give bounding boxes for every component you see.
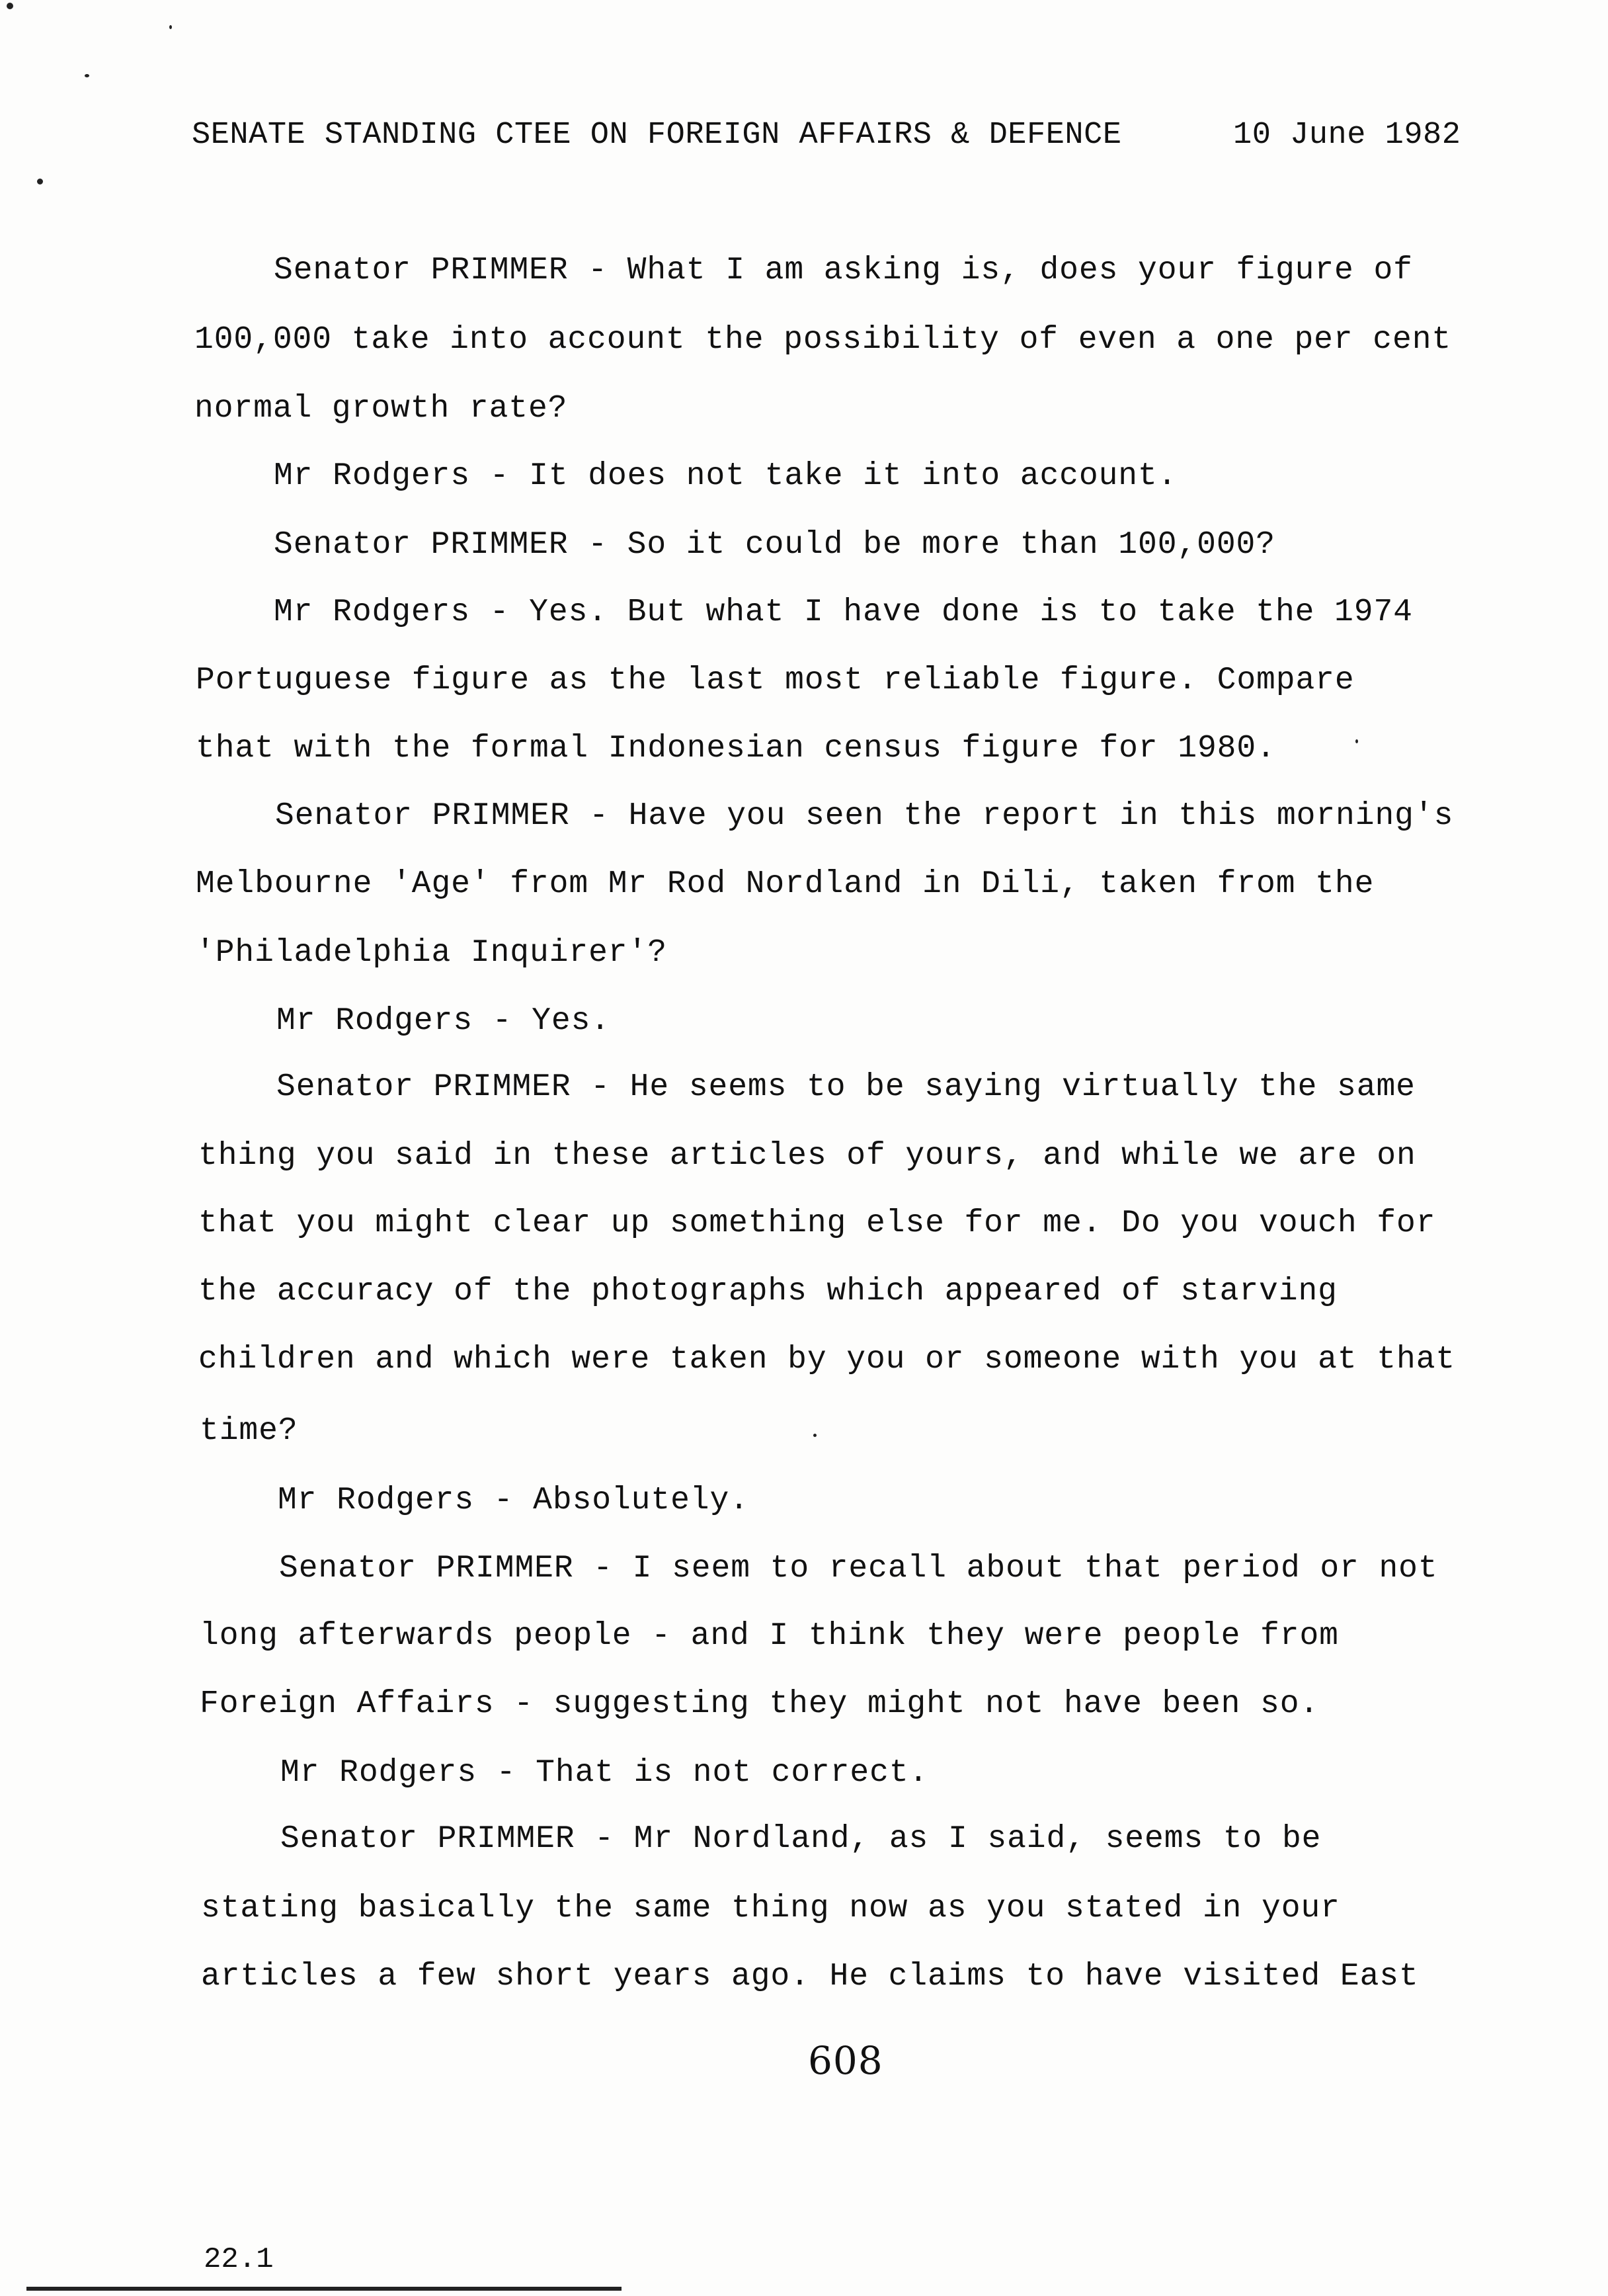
header-date: 10 June 1982 — [1233, 118, 1461, 153]
text-line: normal growth rate? — [194, 391, 568, 427]
text-line: stating basically the same thing now as you stated in your — [201, 1891, 1340, 1926]
text-line: time? — [200, 1413, 298, 1449]
text-line: Mr Rodgers - That is not correct. — [280, 1755, 929, 1791]
text-line: 'Philadelphia Inquirer'? — [196, 935, 667, 971]
scan-speck — [7, 3, 13, 9]
scan-speck — [37, 179, 43, 184]
text-line: Senator PRIMMER - Have you seen the report in this morning's — [275, 798, 1454, 834]
text-line: children and which were taken by you or someone with you at that — [198, 1342, 1456, 1377]
text-line: Mr Rodgers - Yes. — [276, 1003, 610, 1039]
text-line: Melbourne 'Age' from Mr Rod Nordland in Dili, taken from the — [196, 866, 1375, 902]
text-line: the accuracy of the photographs which appeared of starving — [198, 1274, 1338, 1309]
page-header — [192, 118, 1488, 153]
text-line: 100,000 take into account the possibility of even a one per cent — [194, 322, 1452, 358]
text-line: Foreign Affairs - suggesting they might not have been so. — [200, 1686, 1320, 1722]
text-line: Senator PRIMMER - So it could be more than 100,000? — [274, 527, 1275, 563]
text-line: Senator PRIMMER - What I am asking is, does your figure of — [274, 253, 1413, 288]
text-line: Mr Rodgers - It does not take it into account. — [274, 458, 1178, 494]
scan-speck — [813, 1434, 817, 1437]
header-title: SENATE STANDING CTEE ON FOREIGN AFFAIRS & DEFENCE — [192, 118, 1122, 153]
text-line: long afterwards people - and I think they were people from — [200, 1618, 1339, 1654]
page-number: 608 — [808, 2038, 883, 2083]
text-line: thing you said in these articles of yours, and while we are on — [198, 1138, 1416, 1174]
scan-speck — [85, 74, 89, 77]
text-line: Senator PRIMMER - I seem to recall about that period or not — [279, 1551, 1438, 1586]
text-line: Mr Rodgers - Absolutely. — [278, 1483, 749, 1518]
text-line: that you might clear up something else for me. Do you vouch for — [198, 1206, 1436, 1241]
text-line: Senator PRIMMER - Mr Nordland, as I said, seems to be — [280, 1821, 1322, 1857]
text-line: articles a few short years ago. He claims to have visited East — [201, 1959, 1419, 1994]
text-line: Senator PRIMMER - He seems to be saying virtually the same — [276, 1069, 1416, 1105]
scan-speck — [1355, 739, 1358, 743]
scan-speck — [169, 25, 172, 29]
text-line: Portuguese figure as the last most reliable figure. Compare — [196, 663, 1355, 698]
text-line: that with the formal Indonesian census figure for 1980. — [196, 731, 1276, 766]
footer-reference: 22.1 — [204, 2243, 274, 2276]
text-line: Mr Rodgers - Yes. But what I have done is to take the 1974 — [274, 594, 1413, 630]
bottom-rule — [26, 2287, 622, 2291]
